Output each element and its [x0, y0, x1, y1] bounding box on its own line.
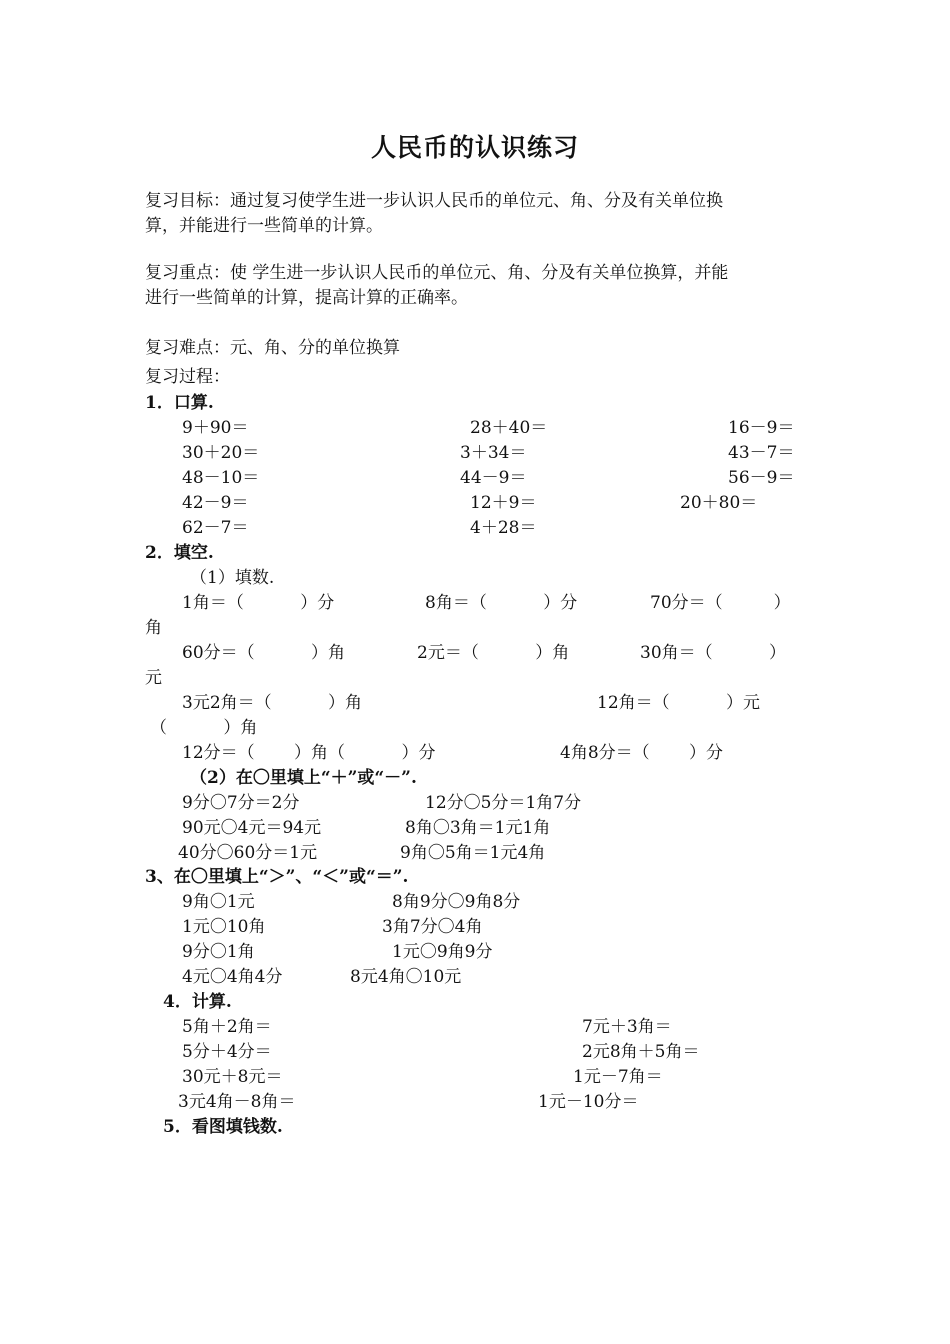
oral-item: 9＋90＝: [182, 418, 249, 438]
section-4-heading: 4．计算.: [163, 992, 232, 1012]
calc-item: 3元4角－8角＝: [178, 1092, 296, 1112]
fill-item-wrap: （ ）角: [150, 718, 258, 738]
fill-item: 30角＝（ ）: [640, 643, 787, 663]
compare-item: 3角7分〇4角: [382, 917, 483, 937]
fill-item: 2元＝（ ）角: [417, 643, 570, 663]
oral-item: 56－9＝: [728, 468, 795, 488]
section-2-heading: 2．填空.: [145, 543, 214, 563]
oral-item: 4＋28＝: [470, 518, 537, 538]
subsection-1-heading: （1）填数.: [190, 568, 275, 588]
goal-line-1: 复习目标：通过复习使学生进一步认识人民币的单位元、角、分及有关单位换: [145, 191, 723, 211]
section-3-heading: 3、在〇里填上“＞”、“＜”或“＝”.: [145, 867, 409, 887]
subsection-2-heading: （2）在〇里填上“＋”或“－”.: [190, 768, 417, 788]
fill-item-wrap: 元: [145, 668, 162, 688]
sign-item: 40分〇60分＝1元: [178, 843, 318, 863]
key-line-2: 进行一些简单的计算，提高计算的正确率。: [145, 288, 468, 308]
fill-item-wrap: 角: [145, 618, 162, 638]
sign-item: 9角〇5角＝1元4角: [400, 843, 546, 863]
compare-item: 8角9分〇9角8分: [392, 892, 521, 912]
compare-item: 1元〇10角: [182, 917, 266, 937]
calc-item: 30元＋8元＝: [182, 1067, 283, 1087]
oral-item: 16－9＝: [728, 418, 795, 438]
fill-item: 12角＝（ ）元: [597, 693, 761, 713]
key-line-1: 复习重点：使 学生进一步认识人民币的单位元、角、分及有关单位换算，并能: [145, 263, 729, 283]
compare-item: 8元4角〇10元: [350, 967, 462, 987]
oral-item: 48－10＝: [182, 468, 260, 488]
compare-item: 9角〇1元: [182, 892, 255, 912]
sign-item: 90元〇4元＝94元: [182, 818, 322, 838]
sign-item: 8角〇3角＝1元1角: [405, 818, 551, 838]
calc-item: 5分＋4分＝: [182, 1042, 272, 1062]
fill-item: 12分＝（ ）角（ ）分: [182, 743, 436, 763]
fill-item: 70分＝（ ）: [650, 593, 791, 613]
compare-item: 9分〇1角: [182, 942, 255, 962]
compare-item: 1元〇9角9分: [392, 942, 493, 962]
calc-item: 2元8角＋5角＝: [582, 1042, 700, 1062]
calc-item: 1元－10分＝: [538, 1092, 639, 1112]
oral-item: 28＋40＝: [470, 418, 548, 438]
sign-item: 12分〇5分＝1角7分: [425, 793, 582, 813]
section-5-heading: 5．看图填钱数.: [163, 1117, 283, 1137]
oral-item: 44－9＝: [460, 468, 527, 488]
fill-item: 60分＝（ ）角: [182, 643, 346, 663]
oral-item: 42－9＝: [182, 493, 249, 513]
fill-item: 1角＝（ ）分: [182, 593, 335, 613]
oral-item: 12＋9＝: [470, 493, 537, 513]
fill-item: 4角8分＝（ ）分: [560, 743, 724, 763]
oral-item: 62－7＝: [182, 518, 249, 538]
calc-item: 1元－7角＝: [573, 1067, 663, 1087]
calc-item: 7元＋3角＝: [582, 1017, 672, 1037]
process-line: 复习过程：: [145, 367, 230, 387]
compare-item: 4元〇4角4分: [182, 967, 283, 987]
goal-line-2: 算，并能进行一些简单的计算。: [145, 216, 383, 236]
oral-item: 20＋80＝: [680, 493, 758, 513]
oral-item: 30＋20＝: [182, 443, 260, 463]
oral-item: 43－7＝: [728, 443, 795, 463]
oral-item: 3＋34＝: [460, 443, 527, 463]
page-title: 人民币的认识练习: [370, 133, 579, 162]
sign-item: 9分〇7分＝2分: [182, 793, 300, 813]
section-1-heading: 1．口算.: [145, 393, 214, 413]
calc-item: 5角＋2角＝: [182, 1017, 272, 1037]
fill-item: 3元2角＝（ ）角: [182, 693, 363, 713]
difficulty-line: 复习难点：元、角、分的单位换算: [145, 338, 400, 358]
fill-item: 8角＝（ ）分: [425, 593, 578, 613]
